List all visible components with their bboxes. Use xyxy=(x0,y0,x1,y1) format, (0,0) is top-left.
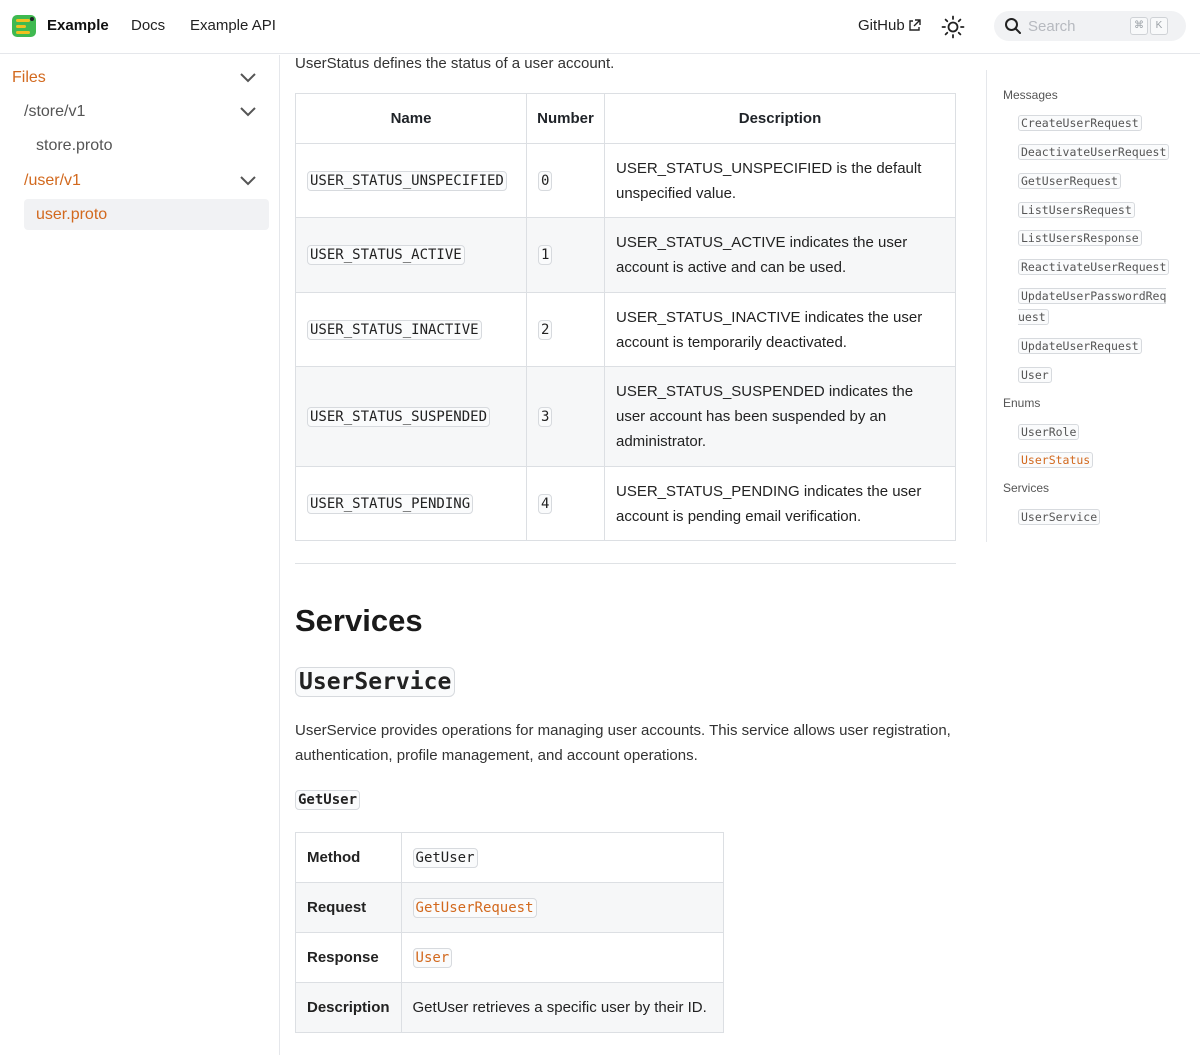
toc-item-label: UserRole xyxy=(1018,424,1079,440)
toc-item-reactivate-user-request[interactable] xyxy=(1018,257,1170,278)
sidebar-file-user-proto[interactable] xyxy=(24,199,269,230)
sidebar-folder-user[interactable] xyxy=(24,172,81,190)
enum-number: 0 xyxy=(538,171,552,191)
table-row xyxy=(296,833,724,883)
method-name: GetUser xyxy=(295,790,360,810)
enum-desc: USER_STATUS_INACTIVE indicates the user account is temporarily deactivated. xyxy=(605,293,956,367)
services-heading: Services xyxy=(295,603,423,638)
toc-item-label: User xyxy=(1018,367,1052,383)
nav-example-api[interactable]: Example API xyxy=(190,17,276,34)
search-input[interactable] xyxy=(1028,18,1128,35)
enum-description: UserStatus defines the status of a user account. xyxy=(295,55,615,72)
toc-item-user-service[interactable] xyxy=(1018,507,1170,528)
column-header: Number xyxy=(527,94,605,144)
logo-icon[interactable] xyxy=(10,13,38,39)
enum-desc: USER_STATUS_SUSPENDED indicates the user account has been suspended by an administrator. xyxy=(605,367,956,467)
toc-item-list-users-request[interactable] xyxy=(1018,200,1170,221)
toc-item-label: DeactivateUserRequest xyxy=(1018,144,1169,160)
file-label: user.proto xyxy=(36,205,108,223)
external-link-icon xyxy=(908,19,921,32)
toc-item-label: ReactivateUserRequest xyxy=(1018,259,1169,275)
shortcut-cmd-key: ⌘ xyxy=(1130,17,1148,35)
toc-item-update-user-password-request[interactable] xyxy=(1018,286,1170,328)
description-value: GetUser retrieves a specific user by their ID. xyxy=(401,983,723,1033)
sun-icon[interactable] xyxy=(940,14,966,40)
enum-desc: USER_STATUS_ACTIVE indicates the user account is active and can be used. xyxy=(605,218,956,293)
chevron-down-icon[interactable] xyxy=(240,107,256,117)
enum-desc: USER_STATUS_UNSPECIFIED is the default unspecified value. xyxy=(605,144,956,218)
method-label: Method xyxy=(296,833,402,883)
enum-name: USER_STATUS_ACTIVE xyxy=(307,245,465,265)
search-icon xyxy=(1004,17,1022,35)
table-row xyxy=(296,983,724,1033)
enum-desc: USER_STATUS_PENDING indicates the user account is pending email verification. xyxy=(605,467,956,541)
files-sidebar xyxy=(0,55,280,1055)
request-type-link[interactable]: GetUserRequest xyxy=(413,898,537,918)
table-of-contents xyxy=(986,70,1186,542)
table-row xyxy=(296,367,956,467)
top-navbar xyxy=(0,0,1200,54)
file-label: store.proto xyxy=(36,137,113,154)
table-row xyxy=(296,293,956,367)
sidebar-files-header[interactable] xyxy=(12,68,262,88)
github-link[interactable] xyxy=(858,17,921,34)
response-type-link[interactable]: User xyxy=(413,948,453,968)
response-label: Response xyxy=(296,933,402,983)
enum-name: USER_STATUS_UNSPECIFIED xyxy=(307,171,507,191)
toc-item-user[interactable] xyxy=(1018,365,1170,386)
enum-number: 3 xyxy=(538,407,552,427)
folder-label: /store/v1 xyxy=(24,103,86,120)
service-name: UserService xyxy=(295,667,455,697)
table-row xyxy=(296,883,724,933)
toc-services-heading: Services xyxy=(1003,481,1050,495)
shortcut-k-key: K xyxy=(1150,17,1168,35)
chevron-down-icon[interactable] xyxy=(240,176,256,186)
toc-item-label: UserStatus xyxy=(1018,452,1093,468)
column-header: Description xyxy=(605,94,956,144)
toc-item-label: CreateUserRequest xyxy=(1018,115,1142,131)
enum-number: 4 xyxy=(538,494,552,514)
toc-item-label: UpdateUserPasswordReq uest xyxy=(1018,289,1167,324)
chevron-down-icon[interactable] xyxy=(240,73,256,83)
enum-number: 2 xyxy=(538,320,552,340)
enum-name: USER_STATUS_PENDING xyxy=(307,494,473,514)
toc-enums-heading: Enums xyxy=(1003,396,1041,410)
sidebar-file-store-proto[interactable] xyxy=(36,137,112,155)
toc-item-deactivate-user-request[interactable] xyxy=(1018,142,1170,163)
toc-item-label: UpdateUserRequest xyxy=(1018,338,1142,354)
nav-docs[interactable]: Docs xyxy=(131,17,166,34)
sidebar-folder-store[interactable] xyxy=(24,103,85,121)
github-label: GitHub xyxy=(858,17,905,34)
enum-values-table xyxy=(295,93,956,541)
brand-name[interactable]: Example xyxy=(47,17,109,34)
folder-label: /user/v1 xyxy=(24,172,81,189)
toc-item-label: UserService xyxy=(1018,509,1100,525)
toc-item-update-user-request[interactable] xyxy=(1018,336,1170,357)
table-row xyxy=(296,144,956,218)
search-box[interactable] xyxy=(994,11,1186,41)
table-row xyxy=(296,218,956,293)
table-row xyxy=(296,467,956,541)
divider xyxy=(295,563,956,564)
column-header: Name xyxy=(296,94,527,144)
toc-item-label: ListUsersRequest xyxy=(1018,202,1135,218)
enum-name: USER_STATUS_SUSPENDED xyxy=(307,407,490,427)
toc-item-create-user-request[interactable] xyxy=(1018,113,1170,134)
description-label: Description xyxy=(296,983,402,1033)
method-table xyxy=(295,832,724,1033)
method-value: GetUser xyxy=(413,848,478,868)
enum-name: USER_STATUS_INACTIVE xyxy=(307,320,482,340)
toc-item-get-user-request[interactable] xyxy=(1018,171,1170,192)
service-description: UserService provides operations for managing user accounts. This service allows user registration, authentication, profile management, and account operations. xyxy=(295,722,951,764)
request-label: Request xyxy=(296,883,402,933)
toc-item-label: GetUserRequest xyxy=(1018,173,1121,189)
toc-item-user-status[interactable] xyxy=(1018,450,1170,471)
toc-messages-heading: Messages xyxy=(1003,88,1058,102)
files-label: Files xyxy=(12,69,46,86)
toc-item-label: ListUsersResponse xyxy=(1018,230,1142,246)
service-name-heading xyxy=(295,669,455,695)
method-heading xyxy=(295,791,360,809)
toc-item-user-role[interactable] xyxy=(1018,422,1170,443)
toc-item-list-users-response[interactable] xyxy=(1018,228,1170,249)
enum-number: 1 xyxy=(538,245,552,265)
table-row xyxy=(296,933,724,983)
